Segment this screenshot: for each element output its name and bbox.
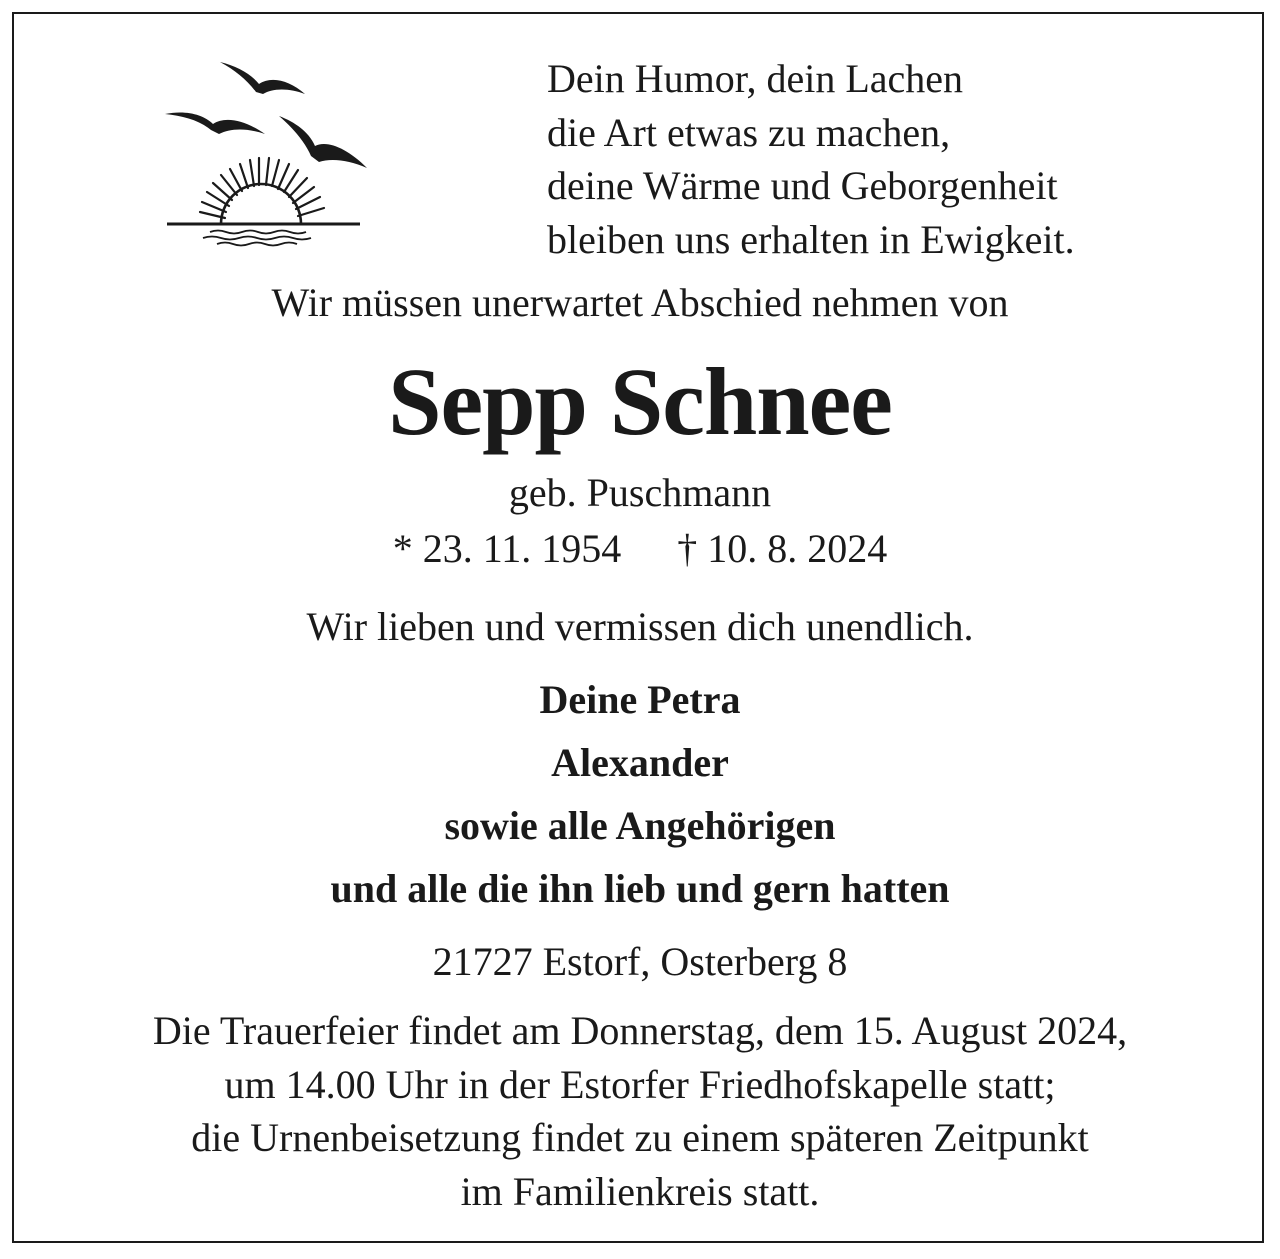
poem-line: deine Wärme und Geborgenheit — [547, 163, 1058, 208]
life-dates — [0, 524, 1280, 574]
deceased-name: Sepp Schnee — [388, 348, 892, 455]
intro-text: Wir müssen unerwartet Abschied nehmen von — [271, 280, 1009, 325]
poem — [547, 52, 1075, 266]
mourner-line: sowie alle Angehörigen — [444, 803, 836, 848]
address: 21727 Estorf, Osterberg 8 — [432, 939, 848, 984]
birds-over-setting-sun-icon — [155, 50, 380, 250]
poem-line: Dein Humor, dein Lachen — [547, 56, 964, 101]
service-info — [0, 1004, 1280, 1218]
service-line: um 14.00 Uhr in der Estorfer Friedhofskapelle statt; — [224, 1061, 1056, 1107]
mourner-line: und alle die ihn lieb und gern hatten — [330, 866, 950, 911]
mourners-list — [0, 668, 1280, 920]
death-date: † 10. 8. 2024 — [677, 526, 888, 571]
poem-line: die Art etwas zu machen, — [547, 109, 951, 155]
service-line: die Urnenbeisetzung findet zu einem späteren Zeitpunkt — [191, 1115, 1089, 1160]
mourner-line: Alexander — [551, 740, 729, 785]
birth-name: geb. Puschmann — [508, 470, 772, 515]
mourner-line: Deine Petra — [539, 677, 741, 722]
poem-line: bleiben uns erhalten in Ewigkeit. — [547, 216, 1075, 262]
birth-date: * 23. 11. 1954 — [392, 526, 622, 571]
love-line: Wir lieben und vermissen dich unendlich. — [306, 604, 974, 649]
service-line: Die Trauerfeier findet am Donnerstag, dem 15. August 2024, — [152, 1008, 1128, 1053]
service-line: im Familienkreis statt. — [460, 1168, 820, 1214]
